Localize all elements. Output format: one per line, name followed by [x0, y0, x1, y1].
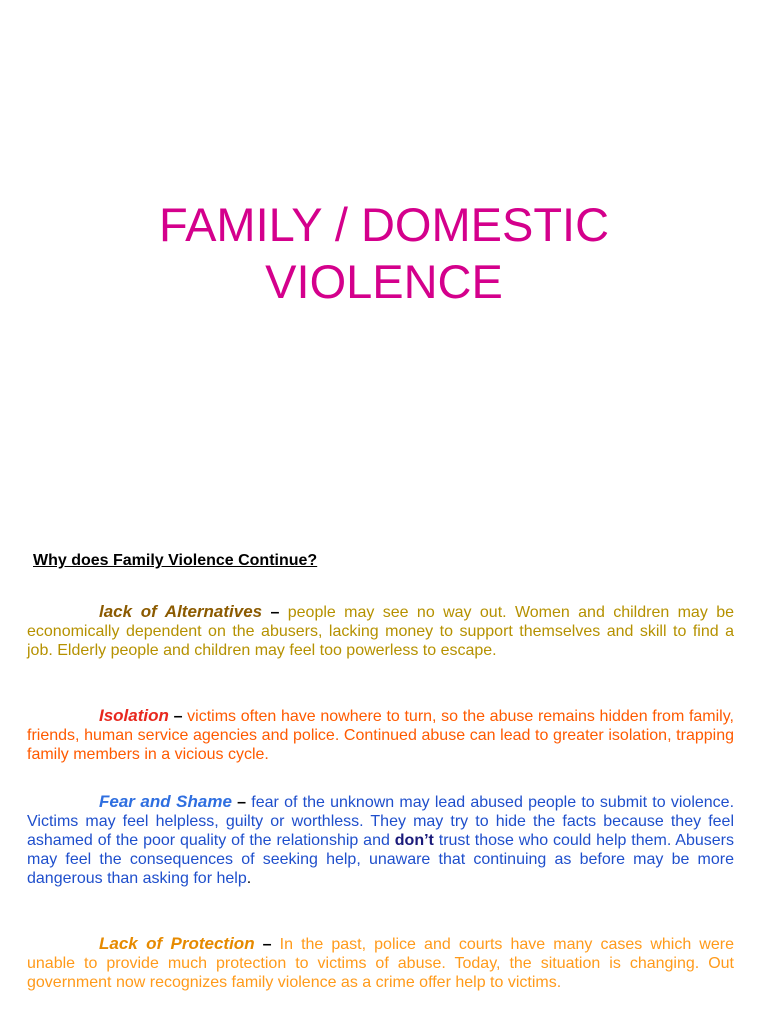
- paragraph-lack-of-alternatives: [27, 602, 734, 660]
- term-isolation: Isolation: [99, 706, 169, 725]
- paragraph-text: victims often have nowhere to turn, so the abuse remains hidden from family, friends, human service agencies and police. Continued abuse can lead to greater isolation, trapping family members in a vicious cycle.: [27, 708, 734, 763]
- title-line-2: VIOLENCE: [265, 255, 503, 308]
- paragraph-lack-of-protection: [27, 934, 734, 992]
- paragraph-text: people may see no way out. Women and children may be economically dependent on the abusers, lacking money to support themselves and skill to find a job. Elderly people and children may feel too powerless to escape.: [27, 604, 734, 659]
- term-lack-of-alternatives: lack of Alternatives: [99, 602, 263, 621]
- dash-separator: –: [231, 794, 252, 811]
- paragraph-isolation: [27, 706, 734, 764]
- term-lack-of-protection: Lack of Protection: [99, 934, 255, 953]
- paragraph-text: In the past, police and courts have many cases which were unable to provide much protection to victims of abuse. Today, the situation is changing. Out government now recognizes family violence as a crime offer help to victims.: [27, 936, 734, 991]
- term-fear-and-shame: Fear and Shame: [99, 792, 232, 811]
- paragraph-fear-and-shame: [27, 792, 734, 888]
- dash-separator: –: [262, 604, 288, 621]
- emphasis-dont: don’t: [394, 832, 434, 849]
- title-line-1: FAMILY / DOMESTIC: [158, 198, 610, 251]
- document-title: [0, 196, 768, 310]
- dash-separator: –: [254, 936, 280, 953]
- paragraph-text: trust those who could help them. Abusers may feel the consequences of seeking help, unaware that continuing as before may be more dangerous than asking for help: [27, 832, 734, 887]
- dash-separator: –: [168, 708, 188, 725]
- section-question: Why does Family Violence Continue?: [33, 552, 318, 569]
- paragraph-text: fear of the unknown may lead abused people to submit to violence. Victims may feel helpless, guilty or worthless. They may try to hide the facts because they feel ashamed of the poor quality of the relationship and: [27, 794, 735, 849]
- paragraph-end: .: [246, 870, 252, 887]
